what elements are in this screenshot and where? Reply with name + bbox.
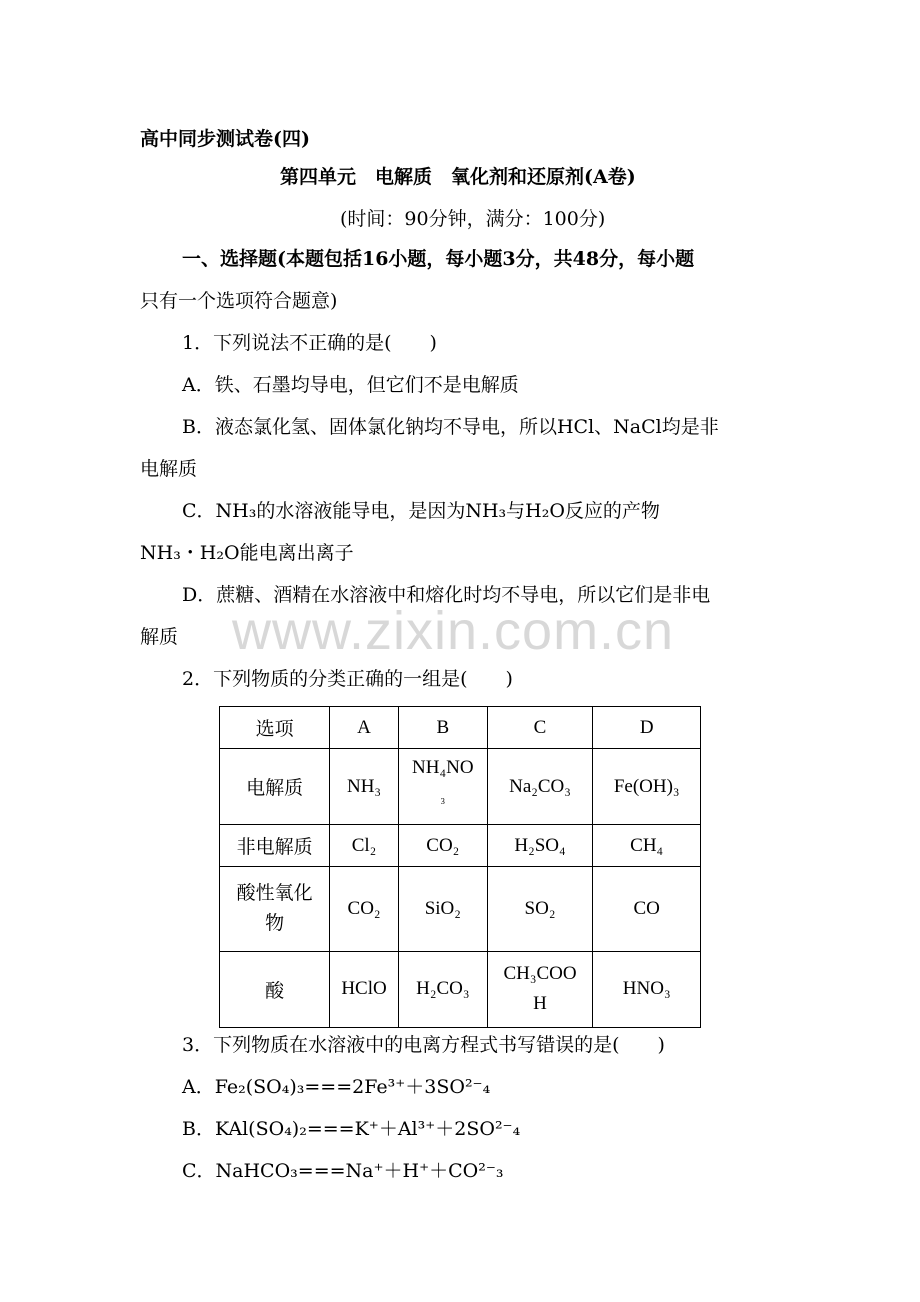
watermark: www.zixin.com.cn [232, 601, 675, 661]
table-cell: Fe(OH)₃ [593, 749, 701, 825]
time-info: (时间：90分钟，满分：100分) [340, 208, 606, 230]
table-cell: H₂SO₄ [487, 825, 593, 867]
cell-line: CH₃COO [503, 963, 577, 985]
table-cell: HClO [330, 951, 399, 1027]
q1-option-b: B．液态氯化氢、固体氯化钠均不导电，所以HCl、NaCl均是非 [182, 416, 719, 438]
q3-option-c: C．NaHCO₃===Na⁺＋H⁺＋CO²⁻₃ [182, 1160, 504, 1182]
table-cell: B [398, 707, 487, 749]
unit-subtitle: 第四单元 电解质 氧化剂和还原剂(A卷) [280, 166, 636, 188]
q1-option-d: D．蔗糖、酒精在水溶液中和熔化时均不导电，所以它们是非电 [182, 584, 711, 606]
table-cell: 电解质 [220, 749, 330, 825]
q1-option-c-cont: NH₃・H₂O能电离出离子 [140, 542, 354, 564]
q1-option-d-cont: 解质 [140, 626, 179, 648]
section-heading-text: 一、选择题(本题包括16小题，每小题3分，共48分，每小题 [182, 248, 695, 270]
exam-title: 高中同步测试卷(四) [140, 128, 310, 150]
table-cell [398, 749, 487, 825]
cell-line: 物 [265, 913, 285, 935]
q1-option-c: C．NH₃的水溶液能导电，是因为NH₃与H₂O反应的产物 [182, 500, 660, 522]
table-cell: NH₃ [330, 749, 399, 825]
table-cell [487, 951, 593, 1027]
table-row [220, 867, 701, 951]
q1-option-b-cont: 电解质 [140, 458, 198, 480]
table-cell: HNO₃ [593, 951, 701, 1027]
classification-table [219, 706, 701, 1028]
cell-line: ₃ [440, 790, 446, 806]
table-cell: SiO₂ [398, 867, 487, 951]
q2-stem: 2．下列物质的分类正确的一组是( ) [182, 668, 513, 690]
table-cell: SO₂ [487, 867, 593, 951]
table-cell: C [487, 707, 593, 749]
table-cell: 酸 [220, 951, 330, 1027]
table-header-row [220, 707, 701, 749]
q1-option-a: A．铁、石墨均导电，但它们不是电解质 [182, 374, 519, 396]
table-cell: CO₂ [330, 867, 399, 951]
table-row [220, 749, 701, 825]
cell-line: 酸性氧化 [236, 883, 313, 905]
table-cell: CH₄ [593, 825, 701, 867]
section-heading [182, 246, 694, 272]
q1-stem: 1．下列说法不正确的是( ) [182, 332, 437, 354]
table-cell: CO₂ [398, 825, 487, 867]
cell-line: H [533, 993, 547, 1015]
section-heading-cont: 只有一个选项符合题意) [140, 290, 338, 312]
table-cell: Na₂CO₃ [487, 749, 593, 825]
cell-line: NH₄NO [412, 757, 474, 779]
table-cell: D [593, 707, 701, 749]
table-cell: 非电解质 [220, 825, 330, 867]
table-row [220, 951, 701, 1027]
table-cell: CO [593, 867, 701, 951]
q3-option-a: A．Fe₂(SO₄)₃===2Fe³⁺＋3SO²⁻₄ [182, 1076, 491, 1098]
table-cell: Cl₂ [330, 825, 399, 867]
table-cell: H₂CO₃ [398, 951, 487, 1027]
q3-option-b: B．KAl(SO₄)₂===K⁺＋Al³⁺＋2SO²⁻₄ [182, 1118, 521, 1140]
table-cell [220, 867, 330, 951]
table-cell: 选项 [220, 707, 330, 749]
table-cell: A [330, 707, 399, 749]
q3-stem: 3．下列物质在水溶液中的电离方程式书写错误的是( ) [182, 1034, 665, 1056]
table-row [220, 825, 701, 867]
